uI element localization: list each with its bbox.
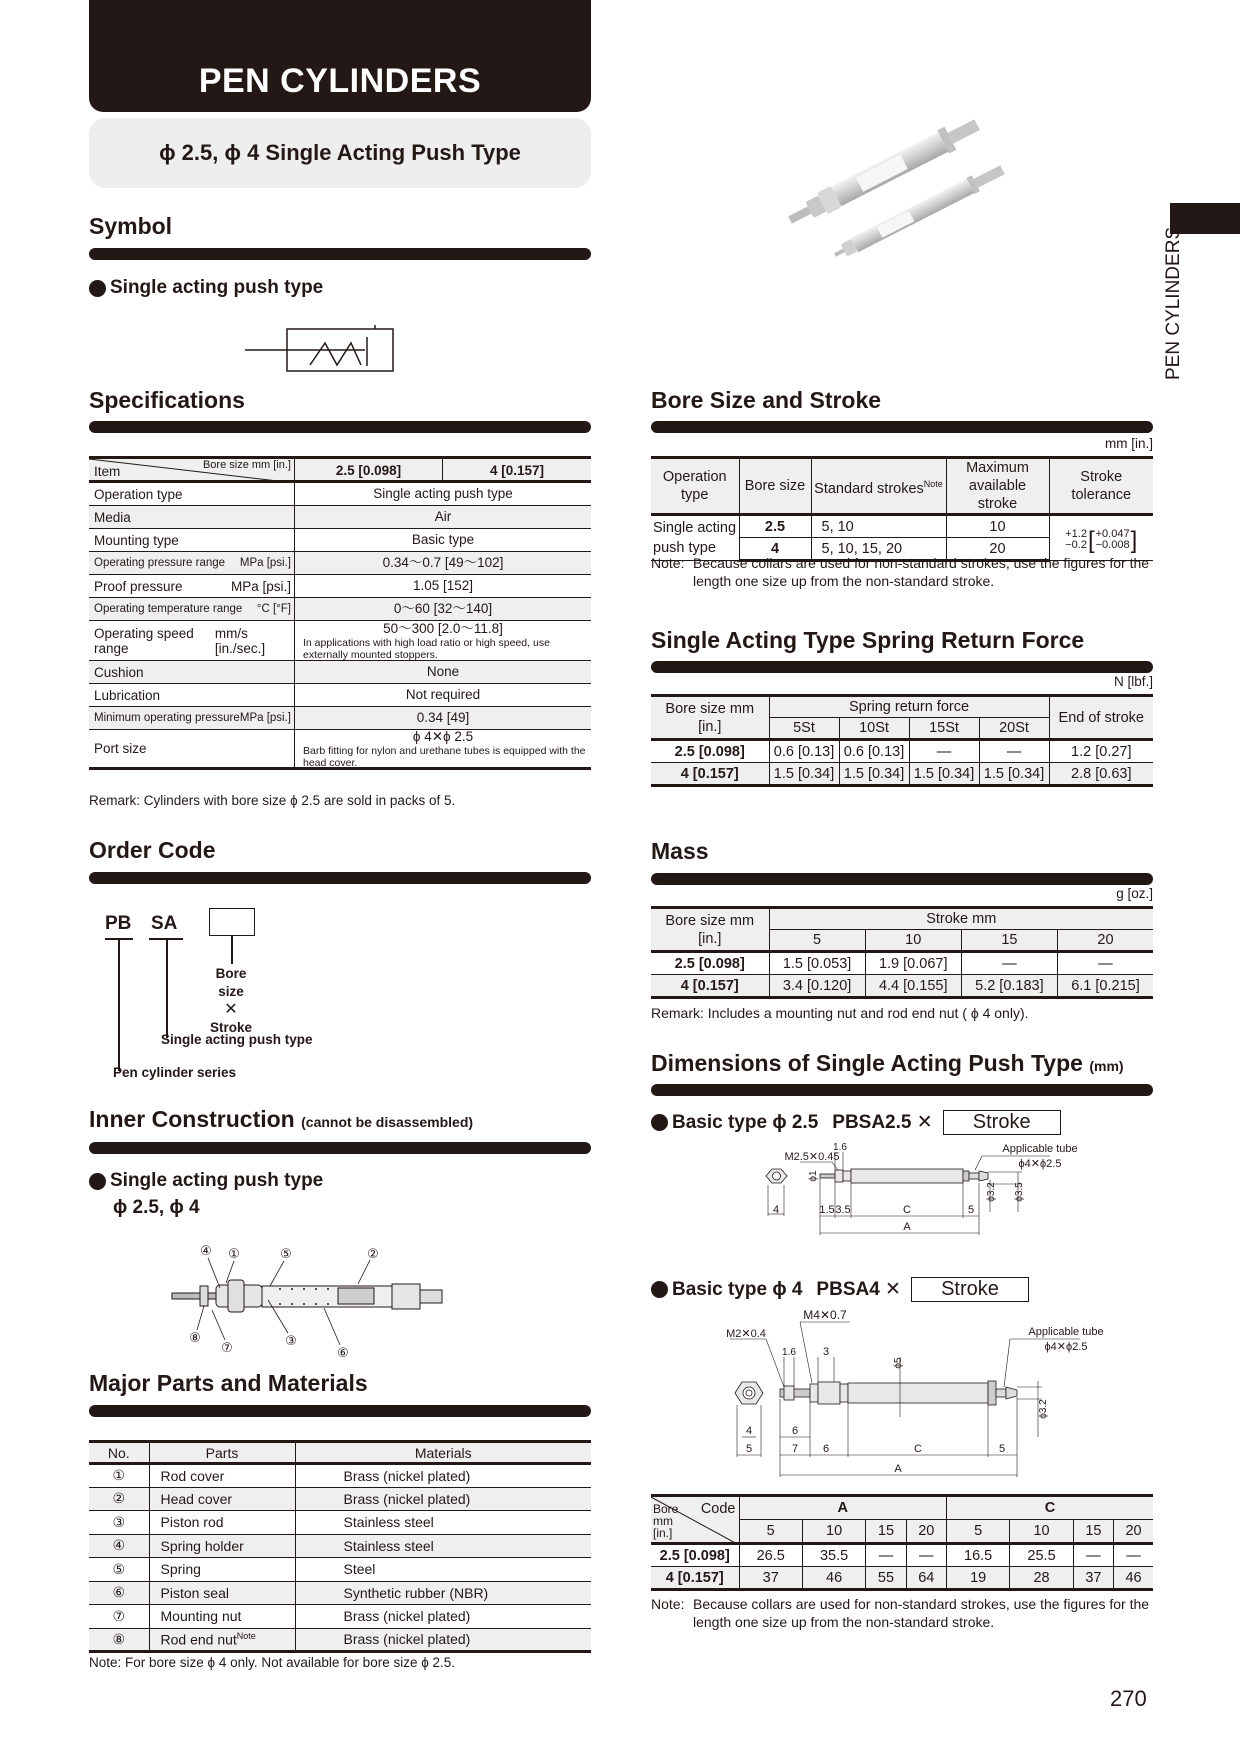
spec-value-main: 0.34～0.7 [49～102] [382, 555, 504, 570]
spec-item-unit: MPa [psi.] [230, 578, 291, 594]
dim-value: 64 [906, 1567, 946, 1590]
dim-label: 1.6 [782, 1347, 796, 1358]
bullet-icon [89, 280, 106, 297]
mass-value: 6.1 [0.215] [1057, 975, 1153, 998]
parts-row [89, 1558, 591, 1582]
dim-value: 37 [739, 1567, 802, 1590]
dim-label: Applicable tube [1028, 1326, 1104, 1338]
part-material: Stainless steel [295, 1534, 591, 1558]
bore-stroke-unit: mm [in.] [1104, 436, 1153, 451]
bore-stroke-table: Operation type Bore size Standard strokes$^{Note}$ Maximum available stroke Stroke tolerance Single acting push type 2.5 5, 10 10 +1.2 −0.2 [ +0.047 −0.008 ] 4 5, 10, 15, 20 20 [651, 456, 1153, 562]
parts-note: Note: For bore size ϕ 4 only. Not available for bore size ϕ 2.5. [89, 1655, 456, 1670]
stroke-tolerance: +1.2 −0.2 [ +0.047 −0.008 ] [1049, 515, 1153, 561]
spec-item [89, 575, 295, 597]
bullet-icon [89, 1173, 106, 1190]
dim-label: 5 [967, 1204, 975, 1216]
mass-value: 1.9 [0.067] [865, 952, 961, 975]
pneumatic-symbol [245, 320, 395, 375]
mass-remark: Remark: Includes a mounting nut and rod end nut ( ϕ 4 only). [651, 1005, 1029, 1021]
section-bar [651, 873, 1153, 885]
dim-type25-heading: Basic type ϕ 2.5 PBSA2.5 ✕ Stroke [651, 1110, 1061, 1135]
dim-label: 1.5 [819, 1204, 835, 1216]
callout-5: ⑤ [280, 1247, 292, 1262]
section-bar [89, 872, 591, 884]
spec-item [89, 483, 295, 505]
dim-drawing-type25 [740, 1140, 1080, 1260]
spec-value-main: None [426, 664, 460, 679]
part-number: ⑦ [89, 1605, 149, 1629]
callout-2: ② [367, 1247, 379, 1262]
spring-value: — [909, 740, 979, 763]
mass-stroke-header: 10 [865, 930, 961, 952]
parts-row [89, 1581, 591, 1605]
specifications-remark: Remark: Cylinders with bore size ϕ 2.5 are sold in packs of 5. [89, 793, 456, 808]
spec-value-main: ϕ 4✕ϕ 2.5 [412, 728, 474, 744]
spec-item-label: Minimum operating pressure [94, 712, 240, 724]
spec-item-label: Mounting type [94, 532, 179, 548]
spec-value-sub: Barb fitting for nylon and urethane tubes is equipped with the head cover. [303, 744, 586, 769]
cylinder-large [784, 113, 983, 232]
section-bar [89, 1405, 591, 1417]
spec-corner-cell: Bore size mm [in.] Item [89, 459, 295, 480]
part-number: ⑧ [89, 1628, 149, 1652]
callout-1: ① [228, 1247, 240, 1262]
part-material: Synthetic rubber (NBR) [295, 1581, 591, 1605]
dim-label: ϕ4✕ϕ2.5 [1018, 1158, 1062, 1170]
part-name: Piston seal [149, 1581, 295, 1605]
parts-row [89, 1487, 591, 1511]
order-label-sa: Single acting push type [161, 1032, 313, 1047]
spec-value [295, 730, 591, 767]
spec-item [89, 707, 295, 729]
page-title: PEN CYLINDERS [89, 0, 591, 112]
spec-item [89, 529, 295, 551]
spec-value [295, 552, 591, 574]
spring-row [651, 763, 1153, 786]
spring-end: 2.8 [0.63] [1049, 763, 1153, 786]
spec-value [295, 684, 591, 706]
dim-label: 6 [822, 1443, 830, 1455]
dim-value: 26.5 [739, 1544, 802, 1567]
spec-item-label: Cushion [94, 664, 144, 680]
order-label-pb: Pen cylinder series [113, 1065, 237, 1080]
spec-value [295, 661, 591, 683]
dimensions-note: Note: Because collars are used for non-standard strokes, use the figures for the length one size up from the non-standard stroke. [651, 1596, 1150, 1630]
dim-label: C [914, 1443, 922, 1455]
part-name: Head cover [149, 1487, 295, 1511]
bore-stroke-note: Note: Because collars are used for non-standard strokes, use the figures for the length one size up from the non-standard stroke. [651, 555, 1150, 589]
dim-label: A [894, 1463, 902, 1475]
dim-label: 5 [998, 1443, 1006, 1455]
spec-col-header: 4 [0.157] [489, 463, 545, 478]
dim-label: M2✕0.4 [726, 1328, 766, 1340]
spec-item-label: Operating pressure range [94, 557, 226, 569]
specifications-table [89, 456, 591, 770]
spec-item-label: Lubrication [94, 687, 161, 703]
spec-item-label: Operation type [94, 486, 183, 502]
spring-row [651, 740, 1153, 763]
part-number: ② [89, 1487, 149, 1511]
dim-value: 25.5 [1010, 1544, 1073, 1567]
part-name: Piston rod [149, 1511, 295, 1535]
dim-label: 1.6 [833, 1142, 847, 1153]
mass-row [651, 952, 1153, 975]
part-number: ⑥ [89, 1581, 149, 1605]
part-number: ⑤ [89, 1558, 149, 1582]
dim-value: 28 [1010, 1567, 1073, 1590]
product-photo [760, 100, 1040, 260]
spring-value: 1.5 [0.34] [839, 763, 909, 786]
section-title-specifications: Specifications [89, 387, 245, 413]
spec-value-main: 1.05 [152] [412, 578, 474, 593]
spring-force-unit: N [lbf.] [1113, 674, 1153, 689]
callout-4: ④ [200, 1244, 212, 1259]
part-number: ③ [89, 1511, 149, 1535]
mass-value: 4.4 [0.155] [865, 975, 961, 998]
dim-stroke-header: 5 [739, 1520, 802, 1544]
spec-value [295, 598, 591, 620]
dim-value: 35.5 [802, 1544, 865, 1567]
order-code-placeholder-box [209, 908, 255, 936]
mass-unit: g [oz.] [1116, 886, 1153, 901]
spec-row [89, 598, 591, 621]
spec-value-main: 0.34 [49] [416, 710, 470, 725]
spec-row [89, 621, 591, 661]
spec-item-label: Port size [94, 741, 147, 756]
dim-stroke-header: 5 [946, 1520, 1009, 1544]
spec-row [89, 483, 591, 506]
parts-row [89, 1464, 591, 1488]
parts-row [89, 1534, 591, 1558]
spec-value [295, 529, 591, 551]
part-name: Rod end nut$^{Note}$ [149, 1628, 295, 1652]
dim-stroke-header: 10 [1010, 1520, 1073, 1544]
dim-stroke-header: 20 [906, 1520, 946, 1544]
dim-value: 46 [1114, 1567, 1153, 1590]
spec-value [295, 575, 591, 597]
symbol-subhead: Single acting push type [89, 277, 323, 299]
dim-label: ϕ3.2 [986, 1182, 997, 1202]
dim-label: C [903, 1204, 911, 1216]
bore-stroke-row: Single acting push type 2.5 5, 10 10 +1.2 −0.2 [ +0.047 −0.008 ] [651, 515, 1153, 538]
dim-label: ϕ1 [808, 1170, 819, 1182]
parts-row [89, 1628, 591, 1652]
dim-row [651, 1567, 1153, 1590]
dim-label: 5 [745, 1443, 753, 1455]
spec-item-label: Media [94, 509, 131, 525]
spring-value: 1.5 [0.34] [769, 763, 839, 786]
section-bar [89, 421, 591, 433]
spring-end: 1.2 [0.27] [1049, 740, 1153, 763]
bore-stroke-row: 4 5, 10, 15, 20 20 [651, 538, 1153, 561]
dim-label: 4 [772, 1204, 780, 1216]
spec-item-unit: MPa [psi.] [239, 557, 291, 569]
section-bar [651, 661, 1153, 673]
callout-3: ③ [285, 1334, 297, 1349]
spec-value [295, 506, 591, 528]
dim-value: — [906, 1544, 946, 1567]
part-material: Brass (nickel plated) [295, 1605, 591, 1629]
spec-row [89, 506, 591, 529]
spec-value-main: 50～300 [2.0～11.8] [383, 620, 503, 636]
dim-value: 16.5 [946, 1544, 1009, 1567]
dim-label: Applicable tube [1002, 1143, 1078, 1155]
spec-item [89, 730, 295, 767]
spring-stroke-header: 5St [769, 718, 839, 740]
spec-row [89, 684, 591, 707]
mass-table: Bore size mm [in.] Stroke mm 5 10 15 20 2.5 [0.098] 1.5 [0.053] 1.9 [0.067] — — 4 [0.157] 3.4 [0.120] 4.4 [0.155] 5.2 [0.183] 6.1 [0.215] [651, 906, 1153, 999]
bullet-icon [651, 1281, 668, 1298]
page-subtitle: ϕ 2.5, ϕ 4 Single Acting Push Type [89, 118, 591, 188]
part-name: Spring holder [149, 1534, 295, 1558]
spring-stroke-header: 20St [979, 718, 1049, 740]
mass-stroke-header: 15 [961, 930, 1057, 952]
section-title-bore-stroke: Bore Size and Stroke [651, 387, 882, 413]
part-material: Stainless steel [295, 1511, 591, 1535]
part-material: Brass (nickel plated) [295, 1487, 591, 1511]
spec-item [89, 661, 295, 683]
spring-value: 0.6 [0.13] [839, 740, 909, 763]
spec-value [295, 621, 591, 660]
section-bar [651, 421, 1153, 433]
section-bar [651, 1084, 1153, 1096]
spring-value: — [979, 740, 1049, 763]
section-title-mass: Mass [651, 838, 709, 864]
dimension-table: Code Bore mm [in.] A C 5 10 15 20 5 10 15 20 2.5 [0.098] 26.5 35.5 — — 16.5 25.5 — — 4 [0.157] 37 46 55 64 19 28 37 46 [651, 1494, 1153, 1591]
section-bar [89, 1142, 591, 1154]
dim-stroke-header: 15 [1073, 1520, 1113, 1544]
part-name: Mounting nut [149, 1605, 295, 1629]
dim-label: 4 [745, 1425, 753, 1437]
spring-value: 1.5 [0.34] [979, 763, 1049, 786]
dim-bore: 2.5 [0.098] [651, 1544, 739, 1567]
spec-item-label: Proof pressure [94, 578, 183, 594]
spec-item [89, 552, 295, 574]
spec-value [295, 707, 591, 729]
spec-item [89, 684, 295, 706]
parts-row [89, 1511, 591, 1535]
dim-label: ϕ4✕ϕ2.5 [1044, 1341, 1088, 1353]
spring-force-table: Bore size mm [in.] Spring return force End of stroke 5St 10St 15St 20St 2.5 [0.098] 0.6 [0.13] 0.6 [0.13] — — 1.2 [0.27] 4 [0.157] 1.5 [0.34] 1.5 [0.34] 1.5 [0.34] 1.5 [0.34] 2.8 [0.63] [651, 694, 1153, 787]
dim-value: 19 [946, 1567, 1009, 1590]
section-title-dimensions: Dimensions of Single Acting Push Type (mm) [651, 1050, 1124, 1076]
dim-value: 37 [1073, 1567, 1113, 1590]
inner-subhead: Single acting push type [89, 1170, 323, 1192]
spec-row [89, 575, 591, 598]
dim-label: 3 [822, 1346, 830, 1358]
mass-stroke-header: 20 [1057, 930, 1153, 952]
spec-row [89, 529, 591, 552]
spec-item-label: Operating speed range [94, 625, 194, 656]
inner-construction-drawing [160, 1230, 480, 1370]
dim-value: — [1073, 1544, 1113, 1567]
mass-value: — [1057, 952, 1153, 975]
spec-item-label: Operating temperature range [94, 603, 243, 615]
dim-value: 55 [866, 1567, 906, 1590]
dim-label: A [903, 1221, 911, 1233]
mass-bore: 4 [0.157] [651, 975, 769, 998]
dim-row [651, 1544, 1153, 1567]
dim-label: 6 [791, 1425, 799, 1437]
dim-label: 7 [791, 1443, 799, 1455]
spec-value-main: Single acting push type [373, 486, 513, 501]
spec-item-unit: °C [°F] [256, 603, 291, 615]
dim-label-thread1: M4✕0.7 [803, 1308, 847, 1322]
part-number: ① [89, 1464, 149, 1488]
spec-row [89, 661, 591, 684]
section-title-order-code: Order Code [89, 837, 216, 863]
callout-8: ⑧ [189, 1331, 201, 1346]
side-tab-label: PEN CYLINDERS [1163, 226, 1184, 380]
dim-bore: 4 [0.157] [651, 1567, 739, 1590]
mass-value: — [961, 952, 1057, 975]
spec-value [295, 483, 591, 505]
parts-table [89, 1440, 591, 1653]
spec-value-main: Air [434, 509, 452, 524]
spring-stroke-header: 10St [839, 718, 909, 740]
section-bar [89, 248, 591, 260]
dim-label: ϕ3.2 [1038, 1399, 1049, 1419]
spec-item [89, 598, 295, 620]
parts-row [89, 1605, 591, 1629]
dim-value: — [866, 1544, 906, 1567]
spring-value: 1.5 [0.34] [909, 763, 979, 786]
stroke-placeholder-box: Stroke [911, 1277, 1029, 1302]
dim-type4-heading: Basic type ϕ 4 PBSA4 ✕ Stroke [651, 1277, 1029, 1302]
dim-value: 46 [802, 1567, 865, 1590]
spec-item-unit: MPa [psi.] [239, 712, 291, 724]
order-code-prefix-pb: PB [105, 913, 132, 934]
dim-drawing-type4 [700, 1305, 1104, 1485]
order-code-diagram: PB SA Bore size ✕ Stroke Single acting push type Pen cylinder series [89, 890, 489, 1090]
spring-bore: 2.5 [0.098] [651, 740, 769, 763]
part-name: Rod cover [149, 1464, 295, 1488]
section-title-symbol: Symbol [89, 213, 173, 239]
part-material: Steel [295, 1558, 591, 1582]
dim-label: ϕ3.5 [1014, 1182, 1025, 1202]
dim-stroke-header: 15 [866, 1520, 906, 1544]
order-code-prefix-sa: SA [151, 913, 178, 934]
part-material: Brass (nickel plated) [295, 1628, 591, 1652]
page-number: 270 [1110, 1686, 1147, 1711]
bullet-icon [651, 1114, 668, 1131]
spec-row [89, 552, 591, 575]
spec-value-main: Not required [405, 687, 481, 702]
callout-6: ⑥ [337, 1346, 349, 1361]
dim-label: ϕ5 [893, 1357, 904, 1369]
mass-value: 5.2 [0.183] [961, 975, 1057, 998]
dim-value: — [1114, 1544, 1153, 1567]
dim-stroke-header: 10 [802, 1520, 865, 1544]
inner-sizes: ϕ 2.5, ϕ 4 [113, 1197, 200, 1218]
part-name: Spring [149, 1558, 295, 1582]
spec-row [89, 730, 591, 770]
section-title-inner-construction: Inner Construction (cannot be disassembled) [89, 1106, 474, 1132]
part-material: Brass (nickel plated) [295, 1464, 591, 1488]
mass-value: 1.5 [0.053] [769, 952, 865, 975]
spec-col-header: 2.5 [0.098] [295, 459, 443, 480]
spring-stroke-header: 15St [909, 718, 979, 740]
section-title-spring-force: Single Acting Type Spring Return Force [651, 627, 1085, 653]
mass-bore: 2.5 [0.098] [651, 952, 769, 975]
spec-value-sub: In applications with high load ratio or high speed, use externally mounted stoppers. [303, 636, 550, 661]
spec-item-unit: mm/s [in./sec.] [214, 625, 266, 656]
spec-row [89, 707, 591, 730]
spec-item [89, 621, 295, 660]
mass-row [651, 975, 1153, 998]
parts-header-row: No. Parts Materials [89, 1442, 591, 1464]
mass-stroke-header: 5 [769, 930, 865, 952]
spring-bore: 4 [0.157] [651, 763, 769, 786]
dim-label: 3.5 [835, 1204, 851, 1216]
dim-corner-cell: Code Bore mm [in.] [651, 1496, 739, 1544]
stroke-placeholder-box: Stroke [943, 1110, 1061, 1135]
spec-item [89, 506, 295, 528]
spec-value-main: 0～60 [32～140] [393, 601, 493, 616]
dim-stroke-header: 20 [1114, 1520, 1153, 1544]
spec-value-main: Basic type [411, 532, 475, 547]
spring-value: 0.6 [0.13] [769, 740, 839, 763]
mass-value: 3.4 [0.120] [769, 975, 865, 998]
section-title-parts: Major Parts and Materials [89, 1370, 368, 1396]
callout-7: ⑦ [221, 1341, 233, 1356]
dim-label: M2.5✕0.45 [784, 1151, 840, 1163]
part-number: ④ [89, 1534, 149, 1558]
